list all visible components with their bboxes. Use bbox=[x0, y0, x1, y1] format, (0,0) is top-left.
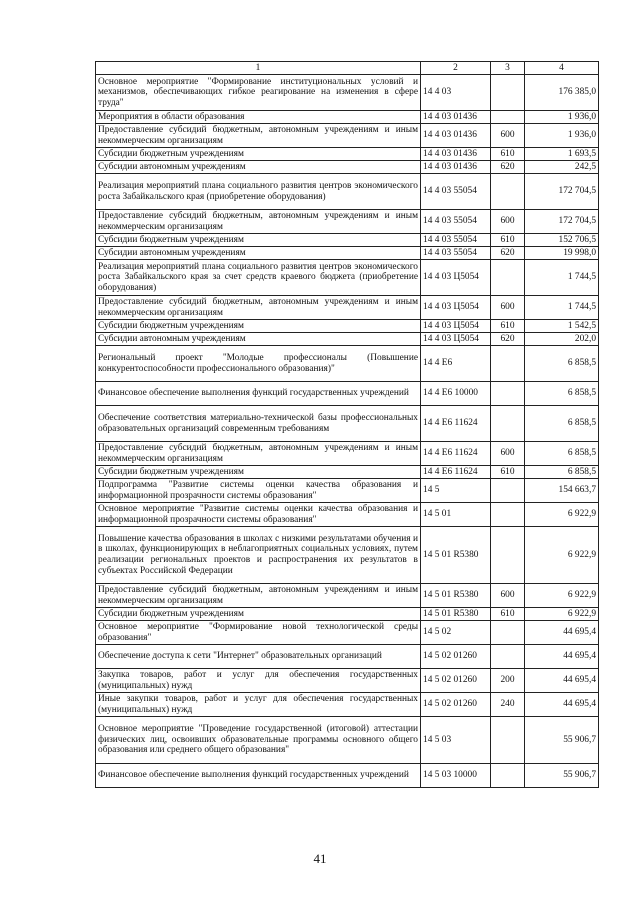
row-code-cell: 14 5 02 01260 bbox=[421, 669, 491, 693]
table-row bbox=[96, 247, 599, 260]
row-type-cell bbox=[491, 174, 525, 210]
table-row bbox=[96, 669, 599, 693]
row-type-cell: 610 bbox=[491, 466, 525, 479]
row-name-cell: Субсидии бюджетным учреждениям bbox=[96, 608, 421, 621]
table-row bbox=[96, 621, 599, 645]
row-code-cell: 14 4 03 Ц5054 bbox=[421, 296, 491, 320]
row-type-cell: 600 bbox=[491, 124, 525, 148]
row-code-cell: 14 5 01 R5380 bbox=[421, 608, 491, 621]
header-col-3: 3 bbox=[491, 62, 525, 75]
row-type-cell bbox=[491, 260, 525, 296]
row-code-cell: 14 5 bbox=[421, 479, 491, 503]
row-amount-cell: 55 906,7 bbox=[525, 764, 599, 788]
row-code-cell: 14 4 03 01436 bbox=[421, 124, 491, 148]
row-type-cell: 240 bbox=[491, 693, 525, 717]
row-amount-cell: 172 704,5 bbox=[525, 210, 599, 234]
row-code-cell: 14 5 01 R5380 bbox=[421, 527, 491, 584]
row-amount-cell: 202,0 bbox=[525, 333, 599, 346]
row-name-cell: Субсидии бюджетным учреждениям bbox=[96, 466, 421, 479]
row-code-cell: 14 5 02 bbox=[421, 621, 491, 645]
table-row bbox=[96, 148, 599, 161]
row-name-cell: Основное мероприятие "Проведение государственной (итоговой) аттестации физических лиц, освоивших образовательные программы основного общего образования или среднего общего образования" bbox=[96, 717, 421, 764]
budget-table-container bbox=[95, 61, 598, 788]
row-type-cell bbox=[491, 717, 525, 764]
row-name-cell: Реализация мероприятий плана социального развития центров экономического роста Забайкальского края за счет средств краевого бюджета (приобретение оборудования) bbox=[96, 260, 421, 296]
table-row bbox=[96, 479, 599, 503]
row-code-cell: 14 4 Е6 bbox=[421, 346, 491, 382]
budget-table bbox=[95, 61, 599, 788]
row-code-cell: 14 4 03 Ц5054 bbox=[421, 260, 491, 296]
table-row bbox=[96, 346, 599, 382]
row-amount-cell: 44 695,4 bbox=[525, 693, 599, 717]
row-amount-cell: 6 858,5 bbox=[525, 406, 599, 442]
header-col-2: 2 bbox=[421, 62, 491, 75]
row-code-cell: 14 4 03 55054 bbox=[421, 210, 491, 234]
row-type-cell bbox=[491, 406, 525, 442]
table-row bbox=[96, 210, 599, 234]
row-code-cell: 14 4 03 01436 bbox=[421, 111, 491, 124]
row-code-cell: 14 4 03 55054 bbox=[421, 174, 491, 210]
table-row bbox=[96, 320, 599, 333]
table-row bbox=[96, 234, 599, 247]
row-code-cell: 14 5 01 R5380 bbox=[421, 584, 491, 608]
row-type-cell bbox=[491, 527, 525, 584]
table-row bbox=[96, 503, 599, 527]
row-name-cell: Предоставление субсидий бюджетным, автономным учреждениям и иным некоммерческим организациям bbox=[96, 124, 421, 148]
table-row bbox=[96, 527, 599, 584]
row-amount-cell: 6 922,9 bbox=[525, 584, 599, 608]
row-name-cell: Финансовое обеспечение выполнения функций государственных учреждений bbox=[96, 382, 421, 406]
row-name-cell: Реализация мероприятий плана социального развития центров экономического роста Забайкальского края (приобретение оборудования) bbox=[96, 174, 421, 210]
row-code-cell: 14 5 02 01260 bbox=[421, 693, 491, 717]
table-header-row bbox=[96, 62, 599, 75]
row-amount-cell: 6 858,5 bbox=[525, 466, 599, 479]
row-code-cell: 14 4 03 01436 bbox=[421, 148, 491, 161]
table-body bbox=[96, 75, 599, 788]
table-row bbox=[96, 466, 599, 479]
row-amount-cell: 44 695,4 bbox=[525, 645, 599, 669]
row-name-cell: Субсидии автономным учреждениям bbox=[96, 161, 421, 174]
row-code-cell: 14 4 03 55054 bbox=[421, 247, 491, 260]
row-type-cell: 610 bbox=[491, 234, 525, 247]
row-amount-cell: 172 704,5 bbox=[525, 174, 599, 210]
table-row bbox=[96, 296, 599, 320]
page-number: 41 bbox=[313, 851, 327, 866]
row-amount-cell: 6 858,5 bbox=[525, 346, 599, 382]
row-amount-cell: 44 695,4 bbox=[525, 621, 599, 645]
row-code-cell: 14 4 03 Ц5054 bbox=[421, 320, 491, 333]
row-code-cell: 14 5 03 10000 bbox=[421, 764, 491, 788]
table-row bbox=[96, 693, 599, 717]
row-code-cell: 14 5 03 bbox=[421, 717, 491, 764]
row-type-cell: 600 bbox=[491, 210, 525, 234]
row-type-cell: 610 bbox=[491, 320, 525, 333]
row-amount-cell: 6 922,9 bbox=[525, 527, 599, 584]
row-code-cell: 14 4 03 55054 bbox=[421, 234, 491, 247]
row-amount-cell: 6 858,5 bbox=[525, 442, 599, 466]
row-name-cell: Основное мероприятие "Формирование новой технологической среды образования" bbox=[96, 621, 421, 645]
row-name-cell: Субсидии бюджетным учреждениям bbox=[96, 234, 421, 247]
row-amount-cell: 44 695,4 bbox=[525, 669, 599, 693]
row-code-cell: 14 4 Е6 10000 bbox=[421, 382, 491, 406]
row-name-cell: Иные закупки товаров, работ и услуг для обеспечения государственных (муниципальных) нужд bbox=[96, 693, 421, 717]
table-row bbox=[96, 174, 599, 210]
row-amount-cell: 1 744,5 bbox=[525, 296, 599, 320]
row-amount-cell: 19 998,0 bbox=[525, 247, 599, 260]
row-amount-cell: 1 744,5 bbox=[525, 260, 599, 296]
table-row bbox=[96, 75, 599, 111]
row-name-cell: Подпрограмма "Развитие системы оценки качества образования и информационной прозрачности системы образования" bbox=[96, 479, 421, 503]
table-row bbox=[96, 382, 599, 406]
row-code-cell: 14 4 Е6 11624 bbox=[421, 406, 491, 442]
row-amount-cell: 1 542,5 bbox=[525, 320, 599, 333]
row-amount-cell: 6 858,5 bbox=[525, 382, 599, 406]
row-code-cell: 14 5 01 bbox=[421, 503, 491, 527]
row-name-cell: Закупка товаров, работ и услуг для обеспечения государственных (муниципальных) нужд bbox=[96, 669, 421, 693]
row-type-cell: 600 bbox=[491, 584, 525, 608]
row-code-cell: 14 4 03 01436 bbox=[421, 161, 491, 174]
table-row bbox=[96, 161, 599, 174]
row-type-cell: 610 bbox=[491, 148, 525, 161]
row-name-cell: Повышение качества образования в школах с низкими результатами обучения и в школах, функционирующих в неблагоприятных социальных условиях, путем реализации региональных проектов и распространения их результатов в субъектах Российской Федерации bbox=[96, 527, 421, 584]
header-col-1: 1 bbox=[96, 62, 421, 75]
row-amount-cell: 242,5 bbox=[525, 161, 599, 174]
table-row bbox=[96, 406, 599, 442]
table-row bbox=[96, 111, 599, 124]
table-row bbox=[96, 608, 599, 621]
row-type-cell: 620 bbox=[491, 333, 525, 346]
row-amount-cell: 6 922,9 bbox=[525, 503, 599, 527]
row-name-cell: Субсидии бюджетным учреждениям bbox=[96, 320, 421, 333]
table-row bbox=[96, 584, 599, 608]
row-name-cell: Обеспечение доступа к сети "Интернет" образовательных организаций bbox=[96, 645, 421, 669]
row-amount-cell: 176 385,0 bbox=[525, 75, 599, 111]
row-name-cell: Предоставление субсидий бюджетным, автономным учреждениям и иным некоммерческим организациям bbox=[96, 584, 421, 608]
row-type-cell bbox=[491, 346, 525, 382]
row-name-cell: Предоставление субсидий бюджетным, автономным учреждениям и иным некоммерческим организациям bbox=[96, 296, 421, 320]
row-type-cell: 600 bbox=[491, 442, 525, 466]
row-name-cell: Мероприятия в области образования bbox=[96, 111, 421, 124]
row-type-cell: 620 bbox=[491, 161, 525, 174]
table-row bbox=[96, 333, 599, 346]
row-name-cell: Региональный проект "Молодые профессионалы (Повышение конкурентоспособности профессионального образования)" bbox=[96, 346, 421, 382]
row-name-cell: Субсидии автономным учреждениям bbox=[96, 333, 421, 346]
row-amount-cell: 6 922,9 bbox=[525, 608, 599, 621]
row-type-cell bbox=[491, 479, 525, 503]
row-amount-cell: 154 663,7 bbox=[525, 479, 599, 503]
row-code-cell: 14 4 Е6 11624 bbox=[421, 466, 491, 479]
row-code-cell: 14 4 03 Ц5054 bbox=[421, 333, 491, 346]
row-type-cell bbox=[491, 645, 525, 669]
row-name-cell: Основное мероприятие "Формирование институциональных условий и механизмов, обеспечивающих гибкое реагирование на изменения в сфере труда" bbox=[96, 75, 421, 111]
row-name-cell: Предоставление субсидий бюджетным, автономным учреждениям и иным некоммерческим организациям bbox=[96, 210, 421, 234]
row-type-cell bbox=[491, 621, 525, 645]
table-row bbox=[96, 260, 599, 296]
table-row bbox=[96, 442, 599, 466]
table-row bbox=[96, 764, 599, 788]
row-type-cell bbox=[491, 75, 525, 111]
row-amount-cell: 152 706,5 bbox=[525, 234, 599, 247]
table-row bbox=[96, 717, 599, 764]
row-name-cell: Обеспечение соответствия материально-технической базы профессиональных образовательных организаций современным требованиям bbox=[96, 406, 421, 442]
row-type-cell bbox=[491, 111, 525, 124]
row-type-cell bbox=[491, 503, 525, 527]
row-name-cell: Основное мероприятие "Развитие системы оценки качества образования и информационной прозрачности системы образования" bbox=[96, 503, 421, 527]
row-type-cell: 600 bbox=[491, 296, 525, 320]
header-col-4: 4 bbox=[525, 62, 599, 75]
row-type-cell bbox=[491, 764, 525, 788]
row-amount-cell: 1 936,0 bbox=[525, 111, 599, 124]
row-type-cell: 200 bbox=[491, 669, 525, 693]
row-name-cell: Субсидии автономным учреждениям bbox=[96, 247, 421, 260]
row-type-cell: 620 bbox=[491, 247, 525, 260]
row-name-cell: Финансовое обеспечение выполнения функций государственных учреждений bbox=[96, 764, 421, 788]
row-type-cell bbox=[491, 382, 525, 406]
row-name-cell: Предоставление субсидий бюджетным, автономным учреждениям и иным некоммерческим организациям bbox=[96, 442, 421, 466]
table-row bbox=[96, 124, 599, 148]
row-name-cell: Субсидии бюджетным учреждениям bbox=[96, 148, 421, 161]
row-code-cell: 14 4 03 bbox=[421, 75, 491, 111]
table-row bbox=[96, 645, 599, 669]
row-code-cell: 14 4 Е6 11624 bbox=[421, 442, 491, 466]
row-code-cell: 14 5 02 01260 bbox=[421, 645, 491, 669]
row-amount-cell: 55 906,7 bbox=[525, 717, 599, 764]
row-amount-cell: 1 936,0 bbox=[525, 124, 599, 148]
row-type-cell: 610 bbox=[491, 608, 525, 621]
row-amount-cell: 1 693,5 bbox=[525, 148, 599, 161]
